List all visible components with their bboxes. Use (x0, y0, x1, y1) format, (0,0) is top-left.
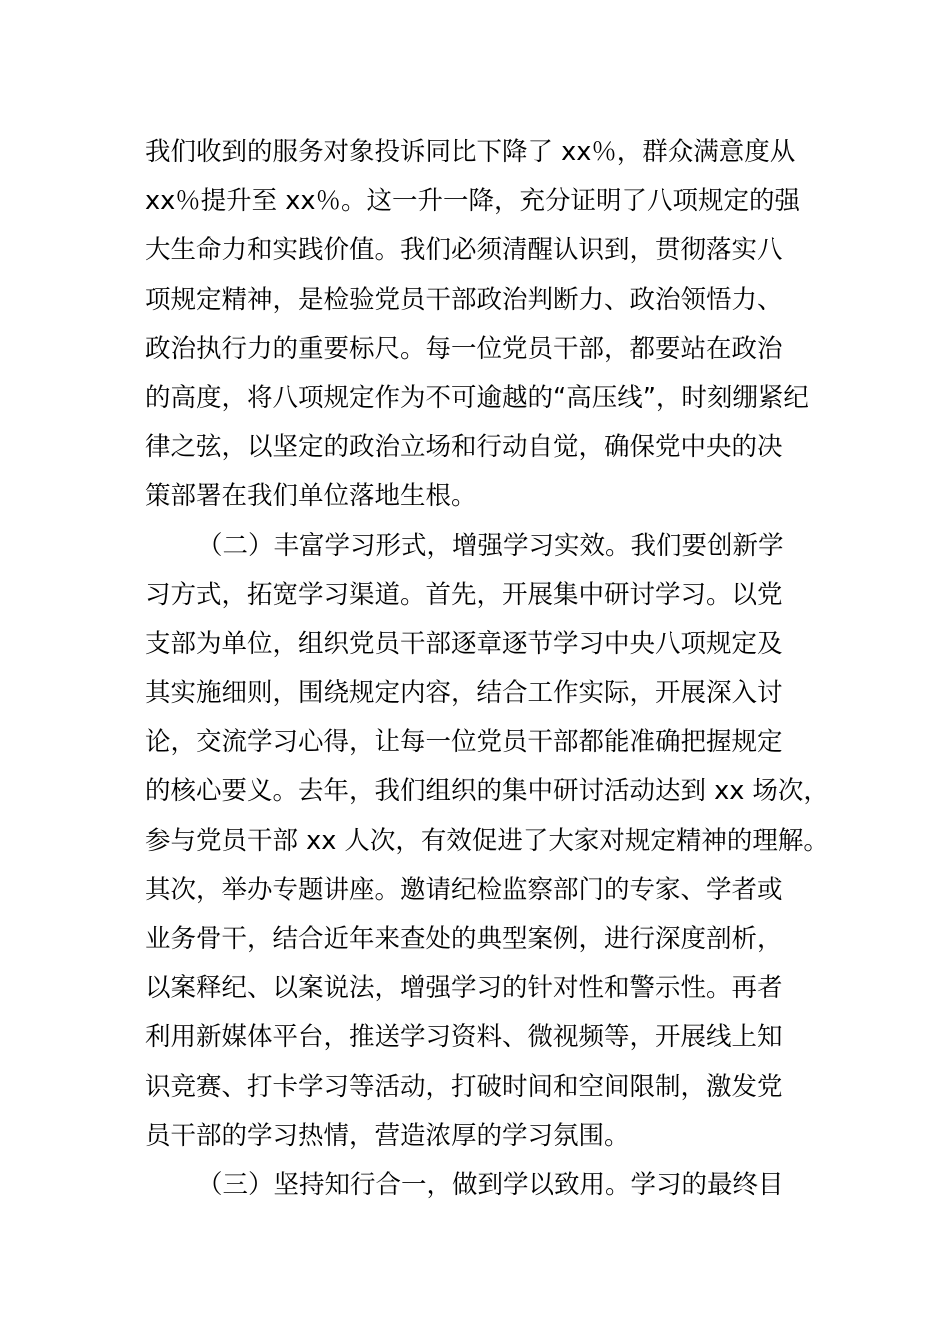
paragraph-line: 利用新媒体平台，推送学习资料、微视频等，开展线上知 (145, 1022, 783, 1053)
paragraph-line: 习方式，拓宽学习渠道。首先，开展集中研讨学习。以党 (145, 579, 783, 610)
paragraph-line: 支部为单位，组织党员干部逐章逐节学习中央八项规定及 (145, 628, 783, 659)
document-body (145, 128, 845, 1210)
paragraph-line: 论，交流学习心得，让每一位党员干部都能准确把握规定 (145, 727, 783, 758)
section-heading-line: （二）丰富学习形式，增强学习实效。我们要创新学 (197, 530, 784, 561)
paragraph-line: 策部署在我们单位落地生根。 (145, 481, 477, 512)
paragraph-line: xx％提升至 xx％。这一升一降，充分证明了八项规定的强 (145, 186, 800, 217)
paragraph-line: 业务骨干，结合近年来查处的典型案例，进行深度剖析， (145, 924, 783, 954)
paragraph-line: 以案释纪、以案说法，增强学习的针对性和警示性。再者 (145, 973, 783, 1004)
paragraph-line: 的核心要义。去年，我们组织的集中研讨活动达到 xx 场次， (145, 776, 829, 807)
paragraph-line: 其实施细则，围绕规定内容，结合工作实际，开展深入讨 (145, 678, 783, 709)
paragraph-line: 大生命力和实践价值。我们必须清醒认识到，贯彻落实八 (145, 235, 783, 266)
paragraph-line: 政治执行力的重要标尺。每一位党员干部，都要站在政治 (145, 333, 783, 364)
paragraph-line: 员干部的学习热情，营造浓厚的学习氛围。 (145, 1120, 630, 1151)
paragraph-line: 的高度，将八项规定作为不可逾越的“高压线”，时刻绷紧纪 (145, 382, 809, 413)
paragraph-line: 我们收到的服务对象投诉同比下降了 xx％，群众满意度从 (145, 137, 796, 167)
paragraph-line: 参与党员干部 xx 人次，有效促进了大家对规定精神的理解。 (145, 825, 829, 856)
paragraph-line: 项规定精神，是检验党员干部政治判断力、政治领悟力、 (145, 284, 783, 315)
paragraph-line: 识竞赛、打卡学习等活动，打破时间和空间限制，激发党 (145, 1071, 783, 1102)
paragraph-line: 其次，举办专题讲座。邀请纪检监察部门的专家、学者或 (145, 874, 783, 905)
paragraph-line: 律之弦，以坚定的政治立场和行动自觉，确保党中央的决 (145, 432, 783, 463)
section-heading-line: （三）坚持知行合一，做到学以致用。学习的最终目 (197, 1169, 784, 1200)
